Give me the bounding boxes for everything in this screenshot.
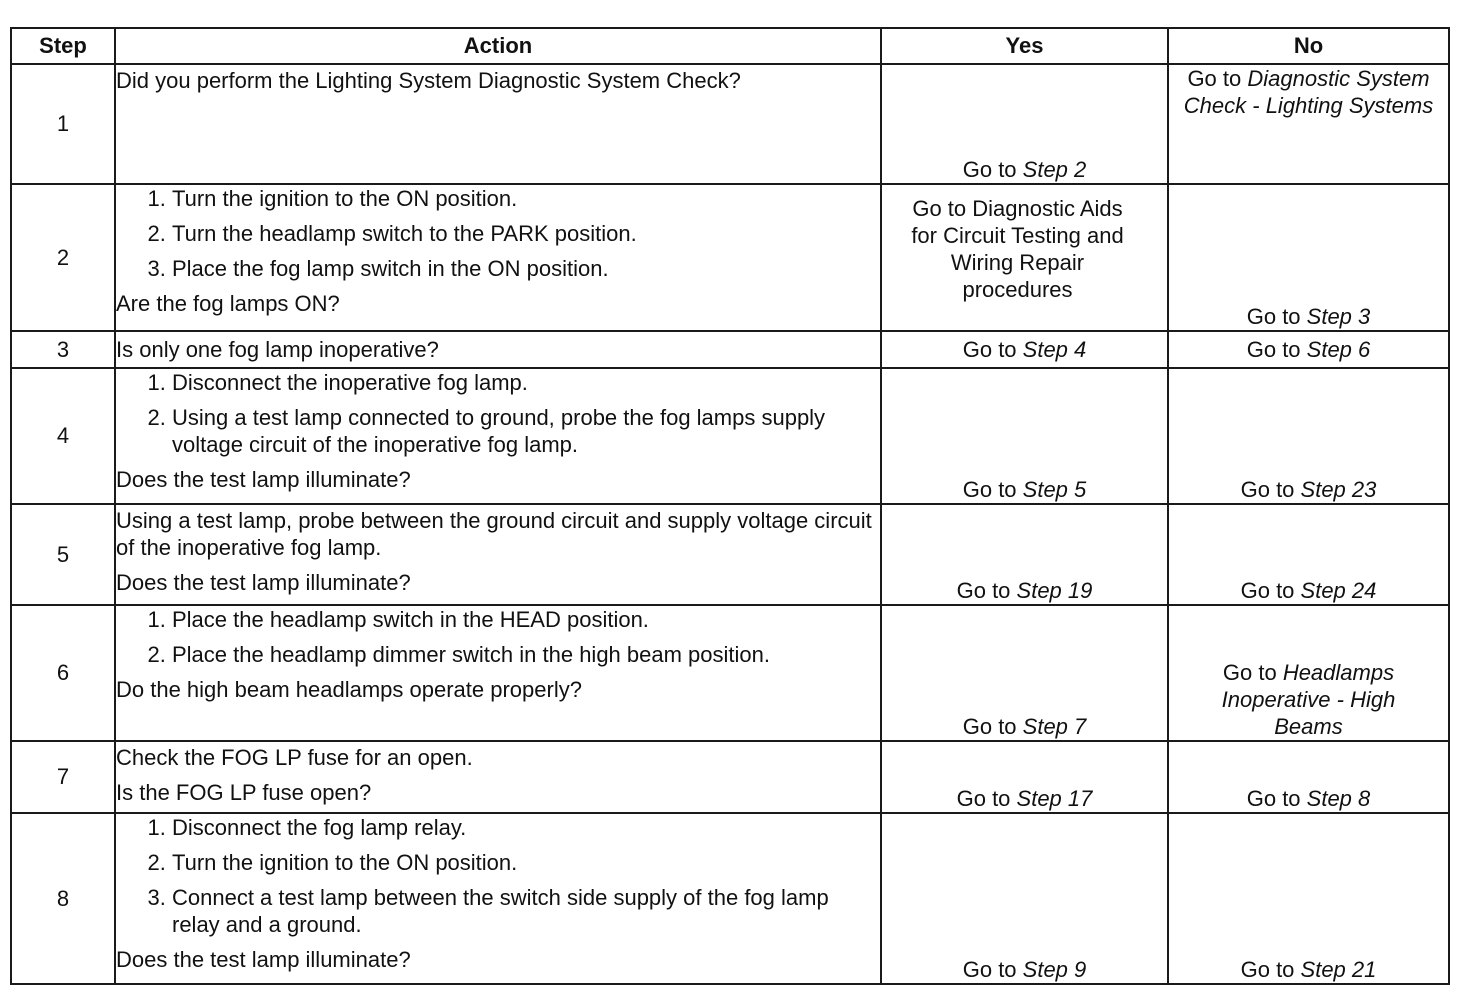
no-link[interactable]: Headlamps Inoperative - High Beams bbox=[1221, 660, 1396, 739]
action-question: Does the test lamp illuminate? bbox=[116, 947, 411, 972]
table-row bbox=[11, 813, 1449, 984]
action-question: Are the fog lamps ON? bbox=[116, 291, 340, 316]
action-question: Do the high beam headlamps operate properly? bbox=[116, 677, 582, 702]
header-step: Step bbox=[11, 28, 115, 64]
action-cell bbox=[115, 331, 881, 368]
no-link[interactable]: Step 23 bbox=[1300, 477, 1377, 502]
yes-link[interactable]: Step 2 bbox=[1022, 157, 1087, 182]
action-cell bbox=[115, 64, 881, 184]
step-number: 7 bbox=[11, 741, 115, 813]
table-row bbox=[11, 331, 1449, 368]
action-cell bbox=[115, 504, 881, 605]
yes-link[interactable]: Step 4 bbox=[1022, 337, 1087, 362]
no-link[interactable]: Step 8 bbox=[1306, 786, 1371, 811]
yes-cell: Go to Step 5 bbox=[881, 368, 1168, 504]
action-steps-list bbox=[116, 814, 880, 938]
no-cell: Go to Step 23 bbox=[1168, 368, 1449, 504]
header-action: Action bbox=[115, 28, 881, 64]
yes-cell: Go to Step 4 bbox=[881, 331, 1168, 368]
action-question: Did you perform the Lighting System Diagnostic System Check? bbox=[116, 68, 741, 93]
action-cell bbox=[115, 741, 881, 813]
no-cell: Go to Step 3 bbox=[1168, 184, 1449, 331]
yes-cell bbox=[881, 184, 1168, 331]
action-step: 2. Turn the ignition to the ON position. bbox=[172, 849, 880, 876]
no-cell: Go to Step 24 bbox=[1168, 504, 1449, 605]
table-row bbox=[11, 368, 1449, 504]
no-cell: Go to Headlamps Inoperative - High Beams bbox=[1168, 605, 1449, 741]
yes-link[interactable]: Step 5 bbox=[1022, 477, 1087, 502]
action-steps-list bbox=[116, 369, 880, 458]
step-number: 1 bbox=[11, 64, 115, 184]
action-step: 2. Turn the headlamp switch to the PARK position. bbox=[172, 220, 880, 247]
action-step: 2. Using a test lamp connected to ground, probe the fog lamps supply voltage circuit of the inoperative fog lamp. bbox=[172, 404, 880, 458]
action-question: Is the FOG LP fuse open? bbox=[116, 780, 372, 805]
yes-link[interactable]: Step 19 bbox=[1016, 578, 1093, 603]
action-step: 1. Place the headlamp switch in the HEAD position. bbox=[172, 606, 880, 633]
action-cell bbox=[115, 368, 881, 504]
action-step: 1. Turn the ignition to the ON position. bbox=[172, 185, 880, 212]
step-number: 5 bbox=[11, 504, 115, 605]
header-no: No bbox=[1168, 28, 1449, 64]
yes-cell: Go to Step 19 bbox=[881, 504, 1168, 605]
diagnostic-table bbox=[10, 27, 1450, 985]
table-row bbox=[11, 184, 1449, 331]
action-intro: Using a test lamp, probe between the ground circuit and supply voltage circuit of the inoperative fog lamp. bbox=[116, 508, 872, 560]
table-row bbox=[11, 741, 1449, 813]
no-link[interactable]: Step 6 bbox=[1306, 337, 1371, 362]
no-link[interactable]: Step 21 bbox=[1300, 957, 1377, 982]
action-step: 1. Disconnect the inoperative fog lamp. bbox=[172, 369, 880, 396]
header-yes: Yes bbox=[881, 28, 1168, 64]
no-cell: Go to Step 6 bbox=[1168, 331, 1449, 368]
table-row bbox=[11, 64, 1449, 184]
table-row bbox=[11, 504, 1449, 605]
yes-cell: Go to Step 17 bbox=[881, 741, 1168, 813]
table-row bbox=[11, 605, 1449, 741]
action-cell bbox=[115, 605, 881, 741]
yes-link[interactable]: Step 9 bbox=[1022, 957, 1087, 982]
step-number: 4 bbox=[11, 368, 115, 504]
action-step: 3. Connect a test lamp between the switch side supply of the fog lamp relay and a ground. bbox=[172, 884, 880, 938]
yes-cell: Go to Step 9 bbox=[881, 813, 1168, 984]
step-number: 2 bbox=[11, 184, 115, 331]
action-cell bbox=[115, 813, 881, 984]
no-link[interactable]: Step 24 bbox=[1300, 578, 1377, 603]
no-cell: Go to Diagnostic System Check - Lighting Systems bbox=[1168, 64, 1449, 184]
action-intro: Check the FOG LP fuse for an open. bbox=[116, 745, 473, 770]
action-cell bbox=[115, 184, 881, 331]
action-step: 3. Place the fog lamp switch in the ON position. bbox=[172, 255, 880, 282]
action-steps-list bbox=[116, 606, 880, 668]
yes-link[interactable]: Step 17 bbox=[1016, 786, 1093, 811]
yes-link[interactable]: Step 7 bbox=[1022, 714, 1087, 739]
yes-link[interactable]: Go to Diagnostic Aids for Circuit Testing and Wiring Repair procedures bbox=[911, 196, 1124, 302]
action-question: Is only one fog lamp inoperative? bbox=[116, 337, 439, 362]
action-question: Does the test lamp illuminate? bbox=[116, 467, 411, 492]
no-cell: Go to Step 21 bbox=[1168, 813, 1449, 984]
action-steps-list bbox=[116, 185, 880, 282]
action-step: 2. Place the headlamp dimmer switch in the high beam position. bbox=[172, 641, 880, 668]
yes-cell: Go to Step 2 bbox=[881, 64, 1168, 184]
no-link[interactable]: Diagnostic System Check - Lighting Systems bbox=[1183, 66, 1434, 118]
action-question: Does the test lamp illuminate? bbox=[116, 570, 411, 595]
step-number: 3 bbox=[11, 331, 115, 368]
action-step: 1. Disconnect the fog lamp relay. bbox=[172, 814, 880, 841]
no-link[interactable]: Step 3 bbox=[1306, 304, 1371, 329]
step-number: 8 bbox=[11, 813, 115, 984]
no-cell: Go to Step 8 bbox=[1168, 741, 1449, 813]
table-header-row bbox=[11, 28, 1449, 64]
step-number: 6 bbox=[11, 605, 115, 741]
yes-cell: Go to Step 7 bbox=[881, 605, 1168, 741]
